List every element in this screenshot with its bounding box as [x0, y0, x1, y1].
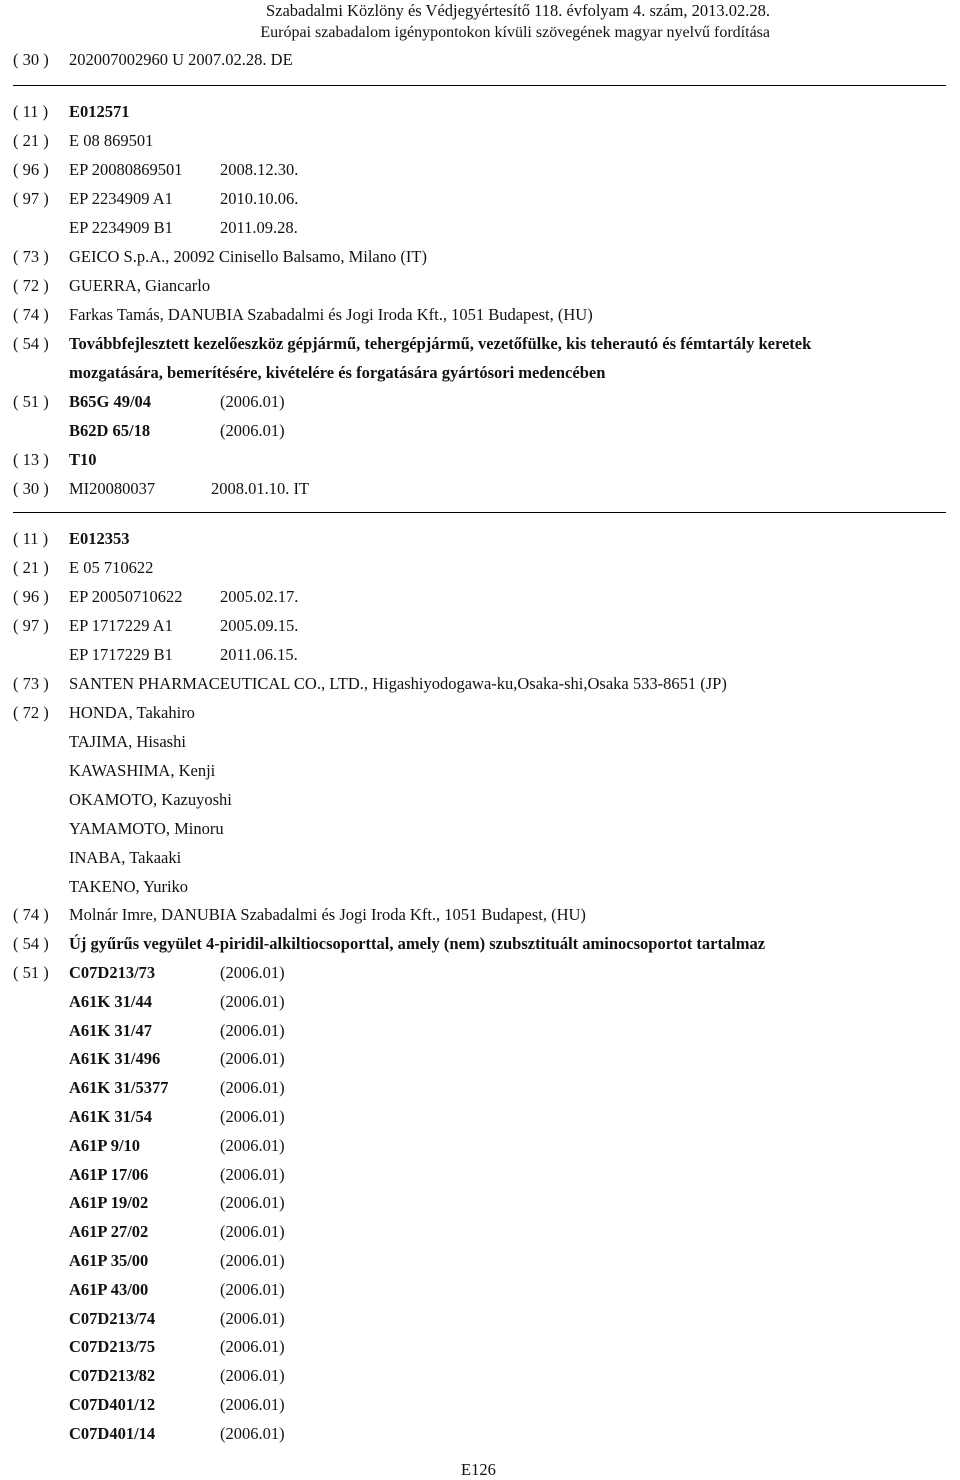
ipc-code: C07D213/75: [69, 1337, 156, 1356]
invention-title: Új gyűrűs vegyület 4-piridil-alkiltiocsoporttal, amely (nem) szubsztituált aminocsoportot tartalmaz: [69, 934, 766, 953]
ipc-code: A61P 43/00: [69, 1280, 149, 1299]
code-label: ( 21 ): [13, 131, 49, 150]
publication-number: E012571: [69, 102, 130, 121]
application-number: E 05 710622: [69, 558, 154, 577]
ep-publication-a1-date: 2010.10.06.: [220, 189, 299, 208]
inventor: KAWASHIMA, Kenji: [69, 761, 216, 780]
ipc-version: (2006.01): [220, 1309, 285, 1328]
code-label: ( 73 ): [13, 247, 49, 266]
code-label: ( 54 ): [13, 334, 49, 353]
journal-header-title: Szabadalmi Közlöny és Védjegyértesítő 118. évfolyam 4. szám, 2013.02.28.: [265, 1, 770, 20]
ipc-code: C07D401/12: [69, 1395, 156, 1414]
invention-title: Továbbfejlesztett kezelőeszköz gépjármű, tehergépjármű, vezetőfülke, kis teherautó és fémtartály keretek: [69, 334, 812, 353]
code-label: ( 72 ): [13, 276, 49, 295]
journal-header-subtitle: Európai szabadalom igénypontokon kívüli szövegének magyar nyelvű fordítása: [260, 24, 770, 41]
code-label: ( 51 ): [13, 392, 49, 411]
attorney: Molnár Imre, DANUBIA Szabadalmi és Jogi Iroda Kft., 1051 Budapest, (HU): [69, 905, 586, 924]
ipc-version: (2006.01): [220, 1424, 285, 1443]
application-number: E 08 869501: [69, 131, 154, 150]
inventor: HONDA, Takahiro: [69, 703, 195, 722]
inventor: TAJIMA, Hisashi: [69, 732, 186, 751]
ipc-code: A61P 19/02: [69, 1193, 149, 1212]
ipc-code: C07D213/82: [69, 1366, 156, 1385]
publication-number: E012353: [69, 529, 130, 548]
inventor: GUERRA, Giancarlo: [69, 276, 211, 295]
ipc-code: C07D213/74: [69, 1309, 156, 1328]
code-label: ( 13 ): [13, 450, 49, 469]
priority-text: 202007002960 U 2007.02.28. DE: [69, 50, 293, 69]
inventor: OKAMOTO, Kazuyoshi: [69, 790, 232, 809]
ipc-version: (2006.01): [220, 1193, 285, 1212]
code-label: ( 74 ): [13, 905, 49, 924]
code-label: ( 72 ): [13, 703, 49, 722]
ipc-code: A61P 9/10: [69, 1136, 141, 1155]
code-label: ( 96 ): [13, 160, 49, 179]
ep-publication-b1-date: 2011.09.28.: [220, 218, 298, 237]
ep-application-date: 2005.02.17.: [220, 587, 299, 606]
ipc-code: A61P 35/00: [69, 1251, 149, 1270]
code-label: ( 96 ): [13, 587, 49, 606]
code-label: ( 54 ): [13, 934, 49, 953]
ipc-version: (2006.01): [220, 1366, 285, 1385]
priority-number: MI20080037: [69, 479, 156, 498]
ep-publication-a1: EP 2234909 A1: [69, 189, 173, 208]
code-label: ( 30 ): [13, 479, 49, 498]
code-label: ( 97 ): [13, 616, 49, 635]
ipc-version: (2006.01): [220, 1107, 285, 1126]
invention-title-continued: mozgatására, bemerítésére, kivételére és forgatására gyártósori medencében: [69, 363, 606, 382]
ipc-version: (2006.01): [220, 421, 285, 440]
ipc-version: (2006.01): [220, 1222, 285, 1241]
ipc-code: B62D 65/18: [69, 421, 151, 440]
priority-date: 2008.01.10. IT: [211, 479, 310, 498]
ep-application-date: 2008.12.30.: [220, 160, 299, 179]
inventor: YAMAMOTO, Minoru: [69, 819, 224, 838]
ep-publication-b1: EP 1717229 B1: [69, 645, 173, 664]
inventor: INABA, Takaaki: [69, 848, 182, 867]
ipc-code: A61K 31/496: [69, 1049, 161, 1068]
ipc-version: (2006.01): [220, 1395, 285, 1414]
ipc-version: (2006.01): [220, 992, 285, 1011]
ep-publication-b1: EP 2234909 B1: [69, 218, 173, 237]
ipc-code: A61K 31/44: [69, 992, 152, 1011]
inventor: TAKENO, Yuriko: [69, 877, 189, 896]
ipc-version: (2006.01): [220, 392, 285, 411]
ipc-version: (2006.01): [220, 963, 285, 982]
ep-application-number: EP 20080869501: [69, 160, 183, 179]
ep-publication-a1: EP 1717229 A1: [69, 616, 173, 635]
ipc-code: C07D213/73: [69, 963, 156, 982]
record-divider: [13, 85, 946, 86]
ipc-code: A61P 27/02: [69, 1222, 149, 1241]
ipc-version: (2006.01): [220, 1337, 285, 1356]
page-number: E126: [461, 1460, 496, 1479]
code-label: ( 97 ): [13, 189, 49, 208]
ipc-version: (2006.01): [220, 1136, 285, 1155]
ipc-version: (2006.01): [220, 1049, 285, 1068]
code-label: ( 30 ): [13, 50, 49, 69]
proprietor: SANTEN PHARMACEUTICAL CO., LTD., Higashiyodogawa-ku,Osaka-shi,Osaka 533-8651 (JP): [69, 674, 727, 693]
code-label: ( 74 ): [13, 305, 49, 324]
ipc-code: A61P 17/06: [69, 1165, 149, 1184]
code-label: ( 51 ): [13, 963, 49, 982]
kind-code: T10: [69, 450, 97, 469]
record-divider: [13, 512, 946, 513]
code-label: ( 21 ): [13, 558, 49, 577]
ipc-code: A61K 31/47: [69, 1021, 152, 1040]
ipc-code: C07D401/14: [69, 1424, 156, 1443]
code-label: ( 11 ): [13, 529, 49, 548]
ipc-version: (2006.01): [220, 1165, 285, 1184]
ipc-version: (2006.01): [220, 1280, 285, 1299]
ep-publication-b1-date: 2011.06.15.: [220, 645, 298, 664]
ipc-code: B65G 49/04: [69, 392, 152, 411]
code-label: ( 11 ): [13, 102, 49, 121]
code-label: ( 73 ): [13, 674, 49, 693]
ipc-code: A61K 31/5377: [69, 1078, 169, 1097]
ipc-version: (2006.01): [220, 1251, 285, 1270]
ep-publication-a1-date: 2005.09.15.: [220, 616, 299, 635]
ep-application-number: EP 20050710622: [69, 587, 183, 606]
proprietor: GEICO S.p.A., 20092 Cinisello Balsamo, Milano (IT): [69, 247, 427, 266]
ipc-version: (2006.01): [220, 1078, 285, 1097]
ipc-version: (2006.01): [220, 1021, 285, 1040]
attorney: Farkas Tamás, DANUBIA Szabadalmi és Jogi Iroda Kft., 1051 Budapest, (HU): [69, 305, 593, 324]
ipc-code: A61K 31/54: [69, 1107, 152, 1126]
